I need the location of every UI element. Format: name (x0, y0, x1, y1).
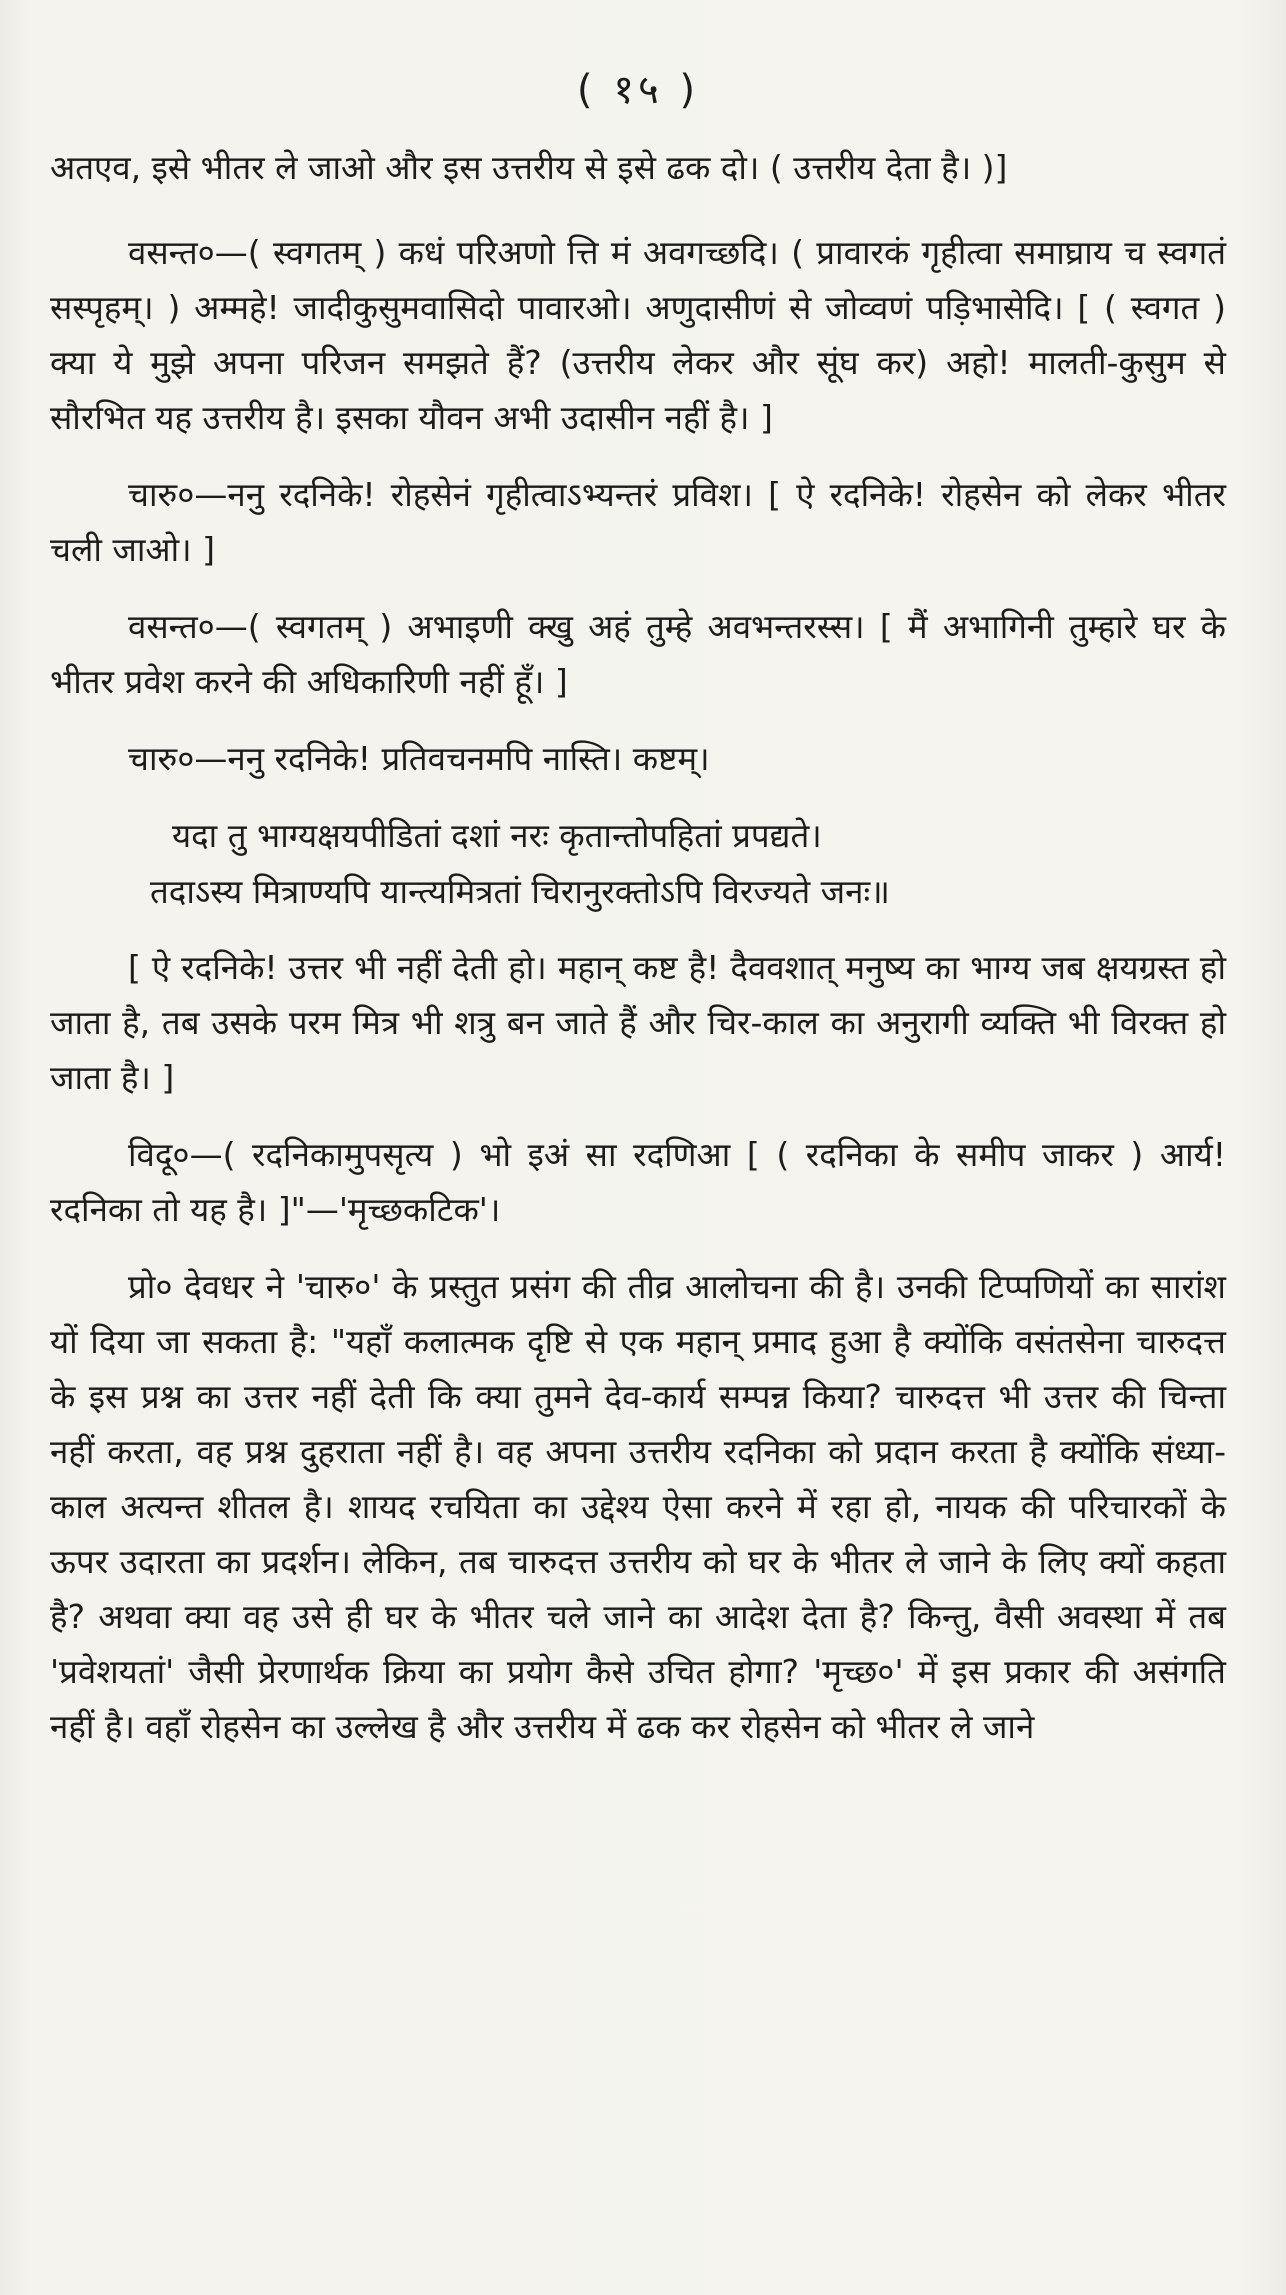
sanskrit-verse (50, 808, 1226, 920)
paragraph-text: ( रदनिकामुपसृत्य ) भो इअं सा रदणिआ [ ( रदनिका के समीप जाकर ) आर्य! रदनिका तो यह है। ]"—'मृच्छकटिक'। (50, 1135, 1226, 1229)
paragraph-2 (50, 225, 1226, 445)
verse-line-1: यदा तु भाग्यक्षयपीडितां दशां नरः कृतान्तोपहितां प्रपद्यते। (172, 816, 822, 855)
speaker-label: वसन्त०— (128, 233, 248, 272)
paragraph-4 (50, 599, 1226, 709)
paragraph-text: ननु रदनिके! रोहसेनं गृहीत्वाऽभ्यन्तरं प्रविश। [ ऐ रदनिके! रोहसेन को लेकर भीतर चली जाओ। ] (50, 475, 1226, 569)
paragraph-text: ( स्वगतम् ) अभाइणी क्खु अहं तुम्हे अवभन्तरस्स। [ मैं अभागिनी तुम्हारे घर के भीतर प्रवेश करने की अधिकारिणी नहीं हूँ। ] (50, 607, 1226, 701)
page-number: ( १५ ) (576, 67, 700, 113)
paragraph-8: प्रो० देवधर ने 'चारु०' के प्रस्तुत प्रसंग की तीव्र आलोचना की है। उनकी टिप्पणियों का सारांश यों दिया जा सकता है: "यहाँ कलात्मक दृष्टि से एक महान् प्रमाद हुआ है क्योंकि वसंतसेना चारुदत्त के इस प्रश्न का उत्तर नहीं देती कि क्या तुमने देव-कार्य सम्पन्न किया? चारुदत्त भी उत्तर की चिन्ता नहीं करता, वह प्रश्न दुहराता नहीं है। वह अपना उत्तरीय रदनिका को प्रदान करता है क्योंकि संध्या-काल अत्यन्त शीतल है। शायद रचयिता का उद्देश्य ऐसा करने में रहा हो, नायक की परिचारकों के ऊपर उदारता का प्रदर्शन। लेकिन, तब चारुदत्त उत्तरीय को घर के भीतर ले जाने के लिए क्यों कहता है? अथवा क्या वह उसे ही घर के भीतर चले जाने का आदेश देता है? किन्तु, वैसी अवस्था में तब 'प्रवेशयतां' जैसी प्रेरणार्थक क्रिया का प्रयोग कैसे उचित होगा? 'मृच्छ०' में इस प्रकार की असंगति नहीं है। वहाँ रोहसेन का उल्लेख है और उत्तरीय में ढक कर रोहसेन को भीतर ले जाने (50, 1267, 1226, 1746)
paragraph-3 (50, 467, 1226, 577)
speaker-label: चारु०— (128, 739, 228, 778)
paragraph-5 (50, 731, 1226, 786)
paragraph-text: ( स्वगतम् ) कधं परिअणो त्ति मं अवगच्छदि। ( प्रावारकं गृहीत्वा समाघ्राय च स्वगतं सस्पृहम्। ) अम्महे! जादीकुसुमवासिदो पावारओ। अणुदासीणं से जोव्वणं पड़िभासेदि। [ ( स्वगत ) क्या ये मुझे अपना परिजन समझते हैं? (उत्तरीय लेकर और सूंघ कर) अहो! मालती-कुसुम से सौरभित यह उत्तरीय है। इसका यौवन अभी उदासीन नहीं है। ] (50, 233, 1226, 437)
paragraph-7 (50, 1127, 1226, 1237)
paragraph-1: अतएव, इसे भीतर ले जाओ और इस उत्तरीय से इसे ढक दो। ( उत्तरीय देता है। )] (50, 148, 1008, 187)
speaker-label: चारु०— (128, 475, 228, 514)
speaker-label: वसन्त०— (128, 607, 248, 646)
paragraph-6: [ ऐ रदनिके! उत्तर भी नहीं देती हो। महान् कष्ट है! दैववशात् मनुष्य का भाग्य जब क्षयग्रस्त हो जाता है, तब उसके परम मित्र भी शत्रु बन जाते हैं और चिर-काल का अनुरागी व्यक्ति भी विरक्त हो जाता है। ] (50, 948, 1226, 1097)
paragraph-text: ननु रदनिके! प्रतिवचनमपि नास्ति। कष्टम्। (227, 739, 710, 778)
verse-line-2: तदाऽस्य मित्राण्यपि यान्त्यमित्रतां चिरानुरक्तोऽपि विरज्यते जनः॥ (150, 872, 890, 911)
speaker-label: विदू०— (128, 1135, 223, 1174)
